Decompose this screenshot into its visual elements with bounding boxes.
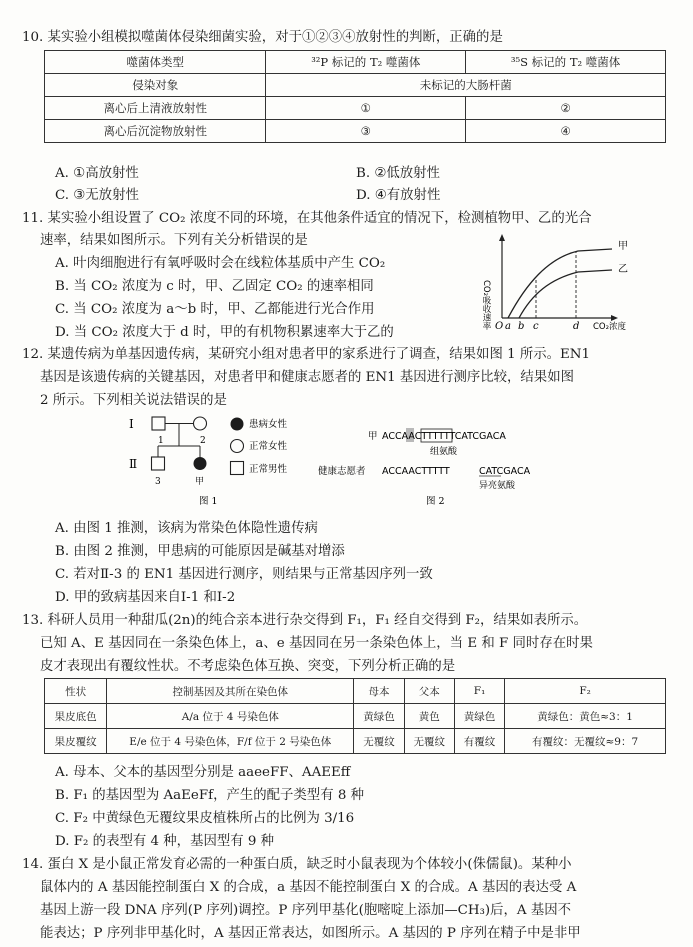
q12-option-c[interactable]: C. 若对Ⅱ-3 的 EN1 基因进行测序，则结果与正常基因序列一致: [55, 567, 433, 582]
q11-option-a[interactable]: A. 叶肉细胞进行有氧呼吸时会在线粒体基质中产生 CO₂: [55, 256, 386, 271]
q10-stem: 10. 某实验小组模拟噬菌体侵染细菌实验，对于①②③④放射性的判断，正确的是: [22, 30, 503, 45]
table-cell: 果皮覆纹: [45, 729, 107, 754]
table-cell: ³⁵S 标记的 T₂ 噬菌体: [466, 51, 666, 74]
q12-stem: 12. 某遗传病为单基因遗传病，某研究小组对患者甲的家系进行了调查，结果如图 1 所示。EN1: [22, 347, 591, 362]
legend-normal-female: 正常女性: [249, 441, 288, 452]
tick-b: b: [518, 321, 525, 332]
table-cell: 黄绿色：黄色≈3：1: [505, 704, 666, 729]
q10-option-a[interactable]: A. ①高放射性: [55, 166, 139, 181]
q14-stem-cont2: 基因上游一段 DNA 序列(P 序列)调控。P 序列甲基化(胞嘧啶上添加—CH₃)后，A 基因不: [40, 903, 572, 918]
sequence-healthy-part1: ACCAACTTTTT: [382, 466, 450, 477]
q11-option-c[interactable]: C. 当 CO₂ 浓度为 a～b 时，甲、乙都能进行光合作用: [55, 302, 375, 317]
table-cell: 侵染对象: [45, 74, 266, 97]
y-axis-arrow: [499, 234, 505, 241]
q10-option-c[interactable]: C. ③无放射性: [55, 188, 139, 203]
y-axis-label: CO₂吸收速率: [481, 280, 491, 331]
q12-option-b[interactable]: B. 由图 2 推测，甲患病的可能原因是碱基对增添: [55, 544, 345, 559]
q13-stem: 13. 科研人员用一种甜瓜(2n)的纯合亲本进行杂交得到 F₁，F₁ 经自交得到 F₂，结果如表所示。: [22, 613, 588, 628]
q12-stem-cont: 基因是该遗传病的关键基因，对患者甲和健康志愿者的 EN1 基因进行测序比较，结果如图: [40, 370, 574, 385]
table-cell: 性状: [45, 679, 107, 704]
table-cell: 黄色: [404, 704, 454, 729]
pedigree-male-ii3: [152, 457, 165, 470]
sequence-healthy-part2: CATCGACA: [479, 466, 531, 477]
table-cell: 未标记的大肠杆菌: [266, 74, 666, 97]
table-cell: A/a 位于 4 号染色体: [107, 704, 354, 729]
legend-affected-female: 患病女性: [249, 419, 288, 430]
amino-acid-ile: 异亮氨酸: [479, 481, 516, 491]
table-row: [45, 97, 666, 120]
q11-stem: 11. 某实验小组设置了 CO₂ 浓度不同的环境，在其他条件适宜的情况下，检测植物甲、乙的光合: [22, 211, 592, 226]
q14-stem-cont: 鼠体内的 A 基因能控制蛋白 X 的合成，a 基因不能控制蛋白 X 的合成。A 基因的表达受 A: [40, 880, 577, 895]
table-row: [45, 51, 666, 74]
pedigree-male-i1: [152, 417, 165, 430]
table-cell: 果皮底色: [45, 704, 107, 729]
individual-number-1: 1: [158, 436, 164, 446]
series-curve-jia: [508, 249, 612, 318]
q13-option-d[interactable]: D. F₂ 的表型有 4 种，基因型有 9 种: [55, 834, 275, 849]
q12-figure-2: [318, 418, 558, 510]
tick-c: c: [533, 321, 539, 332]
legend-normal-female-icon: [231, 440, 244, 453]
table-cell: 母本: [354, 679, 404, 704]
q13-stem-cont: 已知 A、E 基因同在一条染色体上，a、e 基因同在另一条染色体上，当 E 和 F 同时存在时果: [40, 636, 593, 651]
figure-1-caption: 图 1: [199, 496, 218, 507]
table-row: [45, 120, 666, 143]
pedigree-affected-female-jia: [194, 457, 207, 470]
table-cell: ④: [466, 120, 666, 143]
table-cell: 控制基因及其所在染色体: [107, 679, 354, 704]
individual-number-3: 3: [155, 477, 161, 487]
generation-label-1: Ⅰ: [129, 417, 134, 431]
q14-stem: 14. 蛋白 X 是小鼠正常发育必需的一种蛋白质，缺乏时小鼠表现为个体较小(侏儒鼠)。某种小: [22, 857, 572, 872]
q10-option-b[interactable]: B. ②低放射性: [356, 166, 440, 181]
q11-stem-cont: 速率，结果如图所示。下列有关分析错误的是: [40, 233, 308, 248]
q12-figure-1: [125, 412, 335, 510]
table-cell: 无覆纹: [404, 729, 454, 754]
table-row: [45, 729, 666, 754]
q13-option-c[interactable]: C. F₂ 中黄绿色无覆纹果皮植株所占的比例为 3/16: [55, 811, 355, 826]
sequence-jia: ACCAACTTTTTTCATCGACA: [382, 431, 506, 442]
table-cell: F₂: [505, 679, 666, 704]
q11-option-d[interactable]: D. 当 CO₂ 浓度大于 d 时，甲的有机物积累速率大于乙的: [55, 325, 394, 340]
table-cell: ③: [266, 120, 466, 143]
table-cell: ①: [266, 97, 466, 120]
table-row: [45, 74, 666, 97]
pedigree-female-i2: [194, 417, 207, 430]
table-cell: 有覆纹: [454, 729, 504, 754]
amino-acid-his: 组氨酸: [430, 447, 458, 457]
table-cell: ³²P 标记的 T₂ 噬菌体: [266, 51, 466, 74]
q12-stem-cont2: 2 所示。下列相关说法错误的是: [40, 393, 227, 408]
q11-graph: [478, 232, 678, 336]
individual-number-2: 2: [200, 436, 206, 446]
table-cell: 无覆纹: [354, 729, 404, 754]
sequence-label-jia: 甲: [368, 431, 378, 442]
table-row: [45, 704, 666, 729]
q11-option-b[interactable]: B. 当 CO₂ 浓度为 c 时，甲、乙固定 CO₂ 的速率相同: [55, 279, 374, 294]
tick-o: O: [495, 321, 504, 332]
table-cell: 离心后沉淀物放射性: [45, 120, 266, 143]
tick-d: d: [573, 321, 580, 332]
individual-label-jia: 甲: [195, 477, 205, 487]
q13-table: [44, 678, 666, 754]
table-cell: 离心后上清液放射性: [45, 97, 266, 120]
table-cell: ②: [466, 97, 666, 120]
legend-normal-male-icon: [231, 462, 244, 475]
legend-normal-male: 正常男性: [249, 464, 288, 475]
figure-2-caption: 图 2: [426, 496, 445, 507]
table-cell: 黄绿色: [354, 704, 404, 729]
table-cell: 噬菌体类型: [45, 51, 266, 74]
table-row: [45, 679, 666, 704]
q14-stem-cont3: 能表达；P 序列非甲基化时，A 基因正常表达，如图所示。A 基因的 P 序列在精子中是非甲: [40, 926, 581, 941]
legend-affected-female-icon: [231, 418, 244, 431]
sequence-label-healthy: 健康志愿者: [318, 466, 366, 477]
series-curve-yi: [519, 270, 612, 318]
q13-stem-cont2: 皮才表现出有覆纹性状。不考虑染色体互换、突变，下列分析正确的是: [40, 659, 456, 674]
table-cell: 有覆纹：无覆纹≈9：7: [505, 729, 666, 754]
q13-option-b[interactable]: B. F₁ 的基因型为 AaEeFf，产生的配子类型有 8 种: [55, 788, 365, 803]
table-cell: F₁: [454, 679, 504, 704]
legend-yi: 乙: [618, 264, 628, 275]
legend-jia: 甲: [618, 241, 628, 252]
x-axis-arrow: [611, 315, 618, 321]
tick-a: a: [505, 321, 511, 332]
q12-option-d[interactable]: D. 甲的致病基因来自Ⅰ-1 和Ⅰ-2: [55, 590, 236, 605]
x-axis-label: CO₂浓度: [593, 322, 627, 332]
q13-option-a[interactable]: A. 母本、父本的基因型分别是 aaeeFF、AAEEff: [55, 765, 351, 780]
table-cell: E/e 位于 4 号染色体，F/f 位于 2 号染色体: [107, 729, 354, 754]
q10-table: [44, 50, 666, 143]
q12-option-a[interactable]: A. 由图 1 推测，该病为常染色体隐性遗传病: [55, 521, 318, 536]
generation-label-2: Ⅱ: [129, 457, 138, 471]
q10-option-d[interactable]: D. ④有放射性: [356, 188, 441, 203]
table-cell: 黄绿色: [454, 704, 504, 729]
table-cell: 父本: [404, 679, 454, 704]
